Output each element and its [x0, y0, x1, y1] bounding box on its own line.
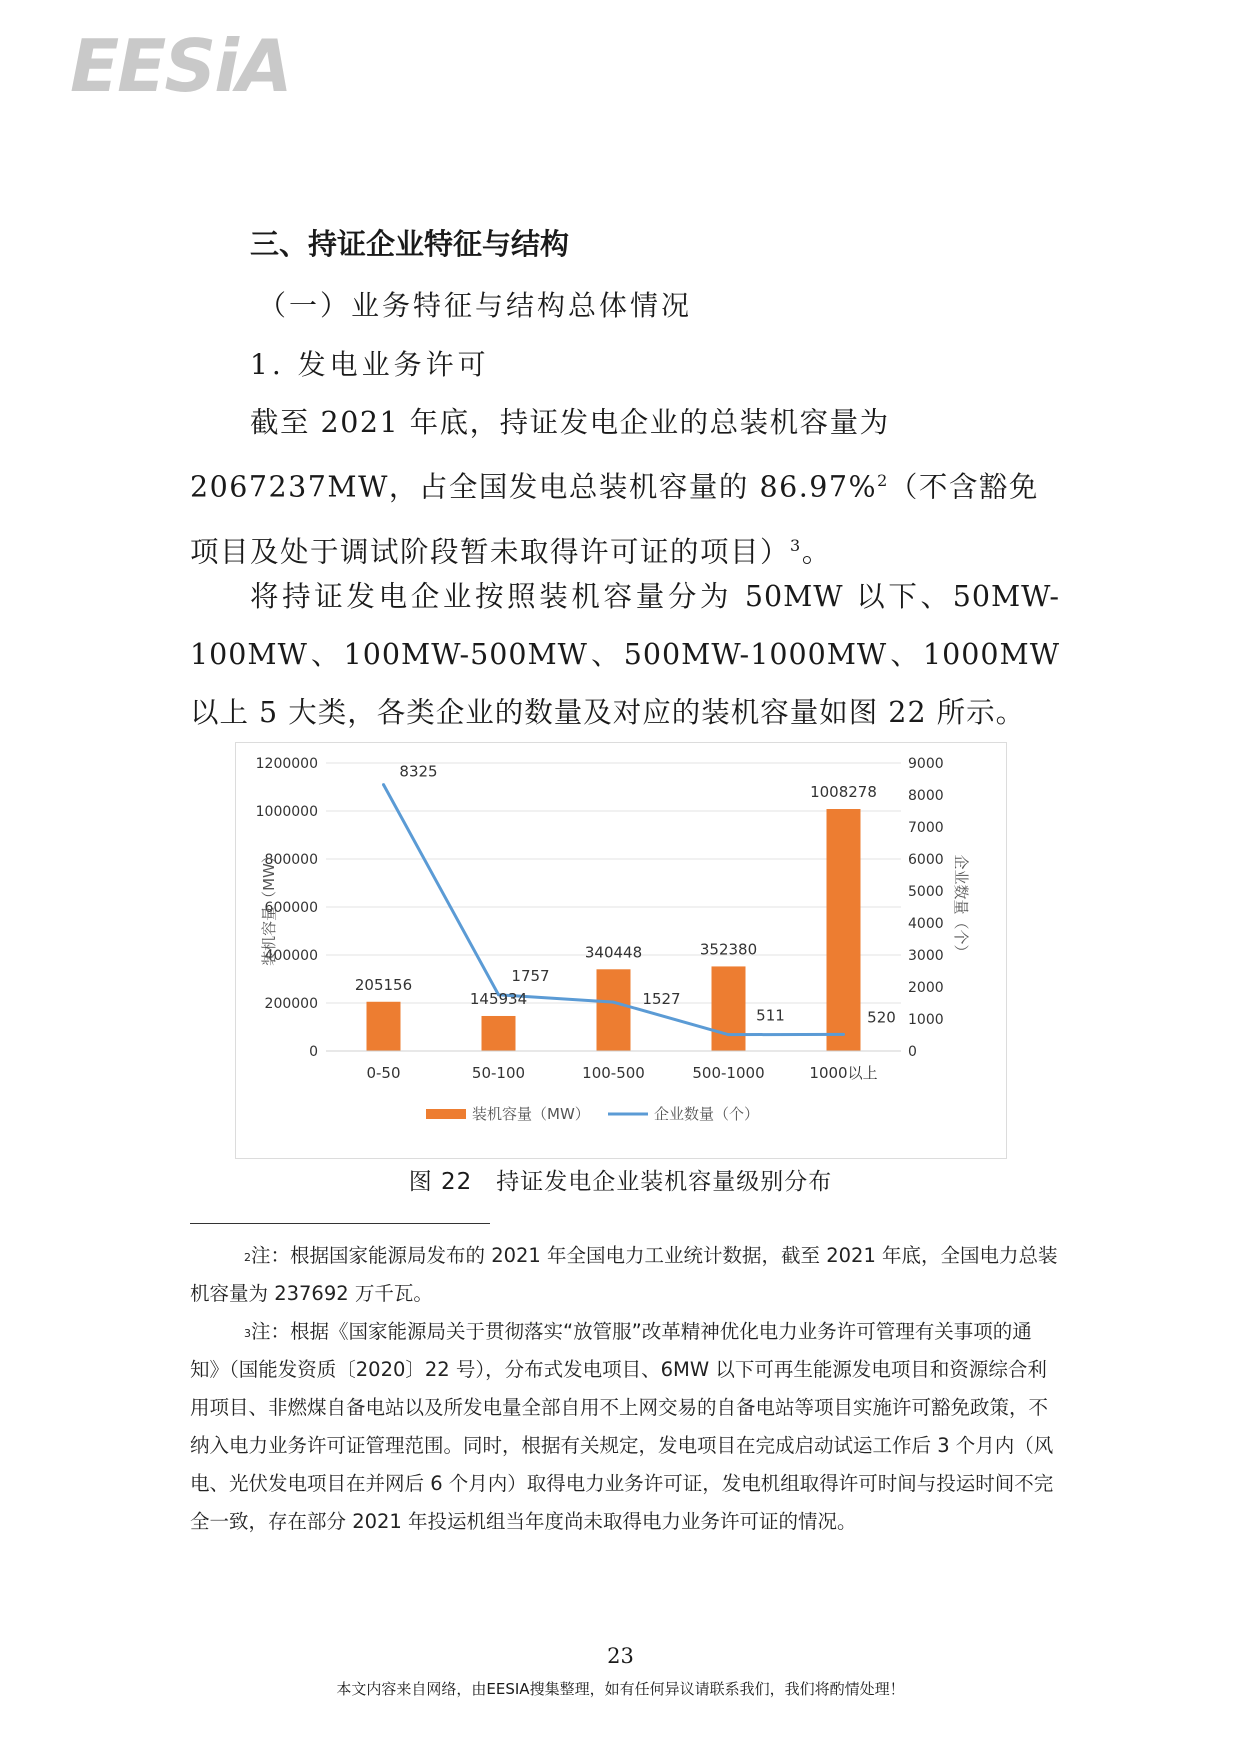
line-data-label: 520	[867, 1008, 896, 1027]
bar	[712, 966, 746, 1051]
y-right-tick-label: 8000	[908, 788, 944, 804]
page-footer: 本文内容来自网络，由EESIA搜集整理，如有任何异议请联系我们，我们将酌情处理！	[336, 1680, 905, 1698]
y-right-tick-label: 5000	[908, 884, 944, 900]
footnote-3-marker: 3	[244, 1327, 251, 1340]
section-heading: 三、持证企业特征与结构	[250, 227, 570, 261]
y-left-tick-label: 1200000	[255, 756, 318, 772]
footnote-2-marker: 2	[244, 1251, 251, 1264]
chart-legend	[426, 1105, 759, 1123]
paragraph-categories	[190, 568, 1060, 742]
x-tick-label: 0-50	[366, 1064, 401, 1082]
paragraph-capacity	[190, 394, 1060, 581]
subsection-heading: （一）业务特征与结构总体情况	[258, 289, 693, 322]
y-left-axis-title: 装机容量（MW）	[260, 848, 278, 966]
y-right-tick-label: 2000	[908, 980, 944, 996]
footnote-divider	[190, 1223, 490, 1224]
footnote-ref-2[interactable]: 2	[877, 471, 889, 490]
legend-bar-swatch	[426, 1109, 466, 1119]
x-tick-label: 50-100	[471, 1064, 526, 1082]
chart-bars	[367, 809, 861, 1051]
y-right-tick-label: 6000	[908, 852, 944, 868]
chart-frame	[235, 742, 1007, 1159]
y-right-tick-label: 4000	[908, 916, 944, 932]
y-right-tick-label: 7000	[908, 820, 944, 836]
y-right-axis-title: 企业数量（个）	[952, 854, 970, 960]
footnote-3-text: 注：根据《国家能源局关于贯彻落实“放管服”改革精神优化电力业务许可管理有关事项的通知》（国能发资质〔2020〕22 号），分布式发电项目、6MW 以下可再生能源发电项目和资源综合利用项目、非燃煤自备电站以及所发电量全部自用不上网交易的自备电站等项目实施许可豁免政策，不纳入电力业务许可证管理范围。同时，根据有关规定，发电项目在完成启动试运工作后 3 个月内（风电、光伏发电项目在并网后 6 个月内）取得电力业务许可证，发电机组取得许可时间与投运时间不完全一致，存在部分 2021 年投运机组当年度尚未取得电力业务许可证的情况。	[190, 1320, 1054, 1533]
y-right-tick-label: 1000	[908, 1012, 944, 1028]
x-tick-label: 100-500	[582, 1064, 645, 1082]
line-data-label: 1527	[642, 990, 681, 1009]
figure-caption: 图 22 持证发电企业装机容量级别分布	[408, 1169, 833, 1195]
line-point	[727, 1033, 730, 1036]
y-left-tick-label: 200000	[264, 996, 318, 1012]
line-point	[842, 1033, 845, 1036]
capacity-chart	[236, 743, 1006, 1158]
p1-text-c: 。	[801, 535, 832, 568]
footnote-3	[190, 1313, 1058, 1541]
y-right-tick-label: 9000	[908, 756, 944, 772]
footnote-2-text: 注：根据国家能源局发布的 2021 年全国电力工业统计数据，截至 2021 年底，全国电力总装机容量为 237692 万千瓦。	[190, 1244, 1058, 1305]
bar-data-label: 1008278	[810, 783, 877, 802]
y-left-tick-label: 600000	[264, 900, 318, 916]
bar	[367, 1002, 401, 1051]
line-point	[382, 783, 385, 786]
x-tick-label: 1000以上	[809, 1064, 878, 1082]
line-data-label: 511	[756, 1006, 785, 1025]
bar	[827, 809, 861, 1051]
p1-text-a: 截至 2021 年底，持证发电企业的总装机容量为 2067237MW，占全国发电总装机容量的 86.97%	[190, 406, 890, 504]
bar-data-label: 205156	[354, 975, 413, 994]
bar-data-label: 145934	[469, 989, 528, 1008]
bar	[482, 1016, 516, 1051]
x-tick-label: 500-1000	[692, 1064, 765, 1082]
subsubsection-heading: 1. 发电业务许可	[250, 348, 490, 381]
legend-line-label: 企业数量（个）	[654, 1105, 760, 1123]
line-data-label: 1757	[511, 966, 550, 985]
line-point	[612, 1001, 615, 1004]
bar	[597, 969, 631, 1051]
legend-bar-label: 装机容量（MW）	[472, 1105, 590, 1123]
y-left-tick-label: 800000	[264, 852, 318, 868]
p2-text-a: 将持证发电企业按照装机容量分为 50MW 以下、50MW-100MW、100MW-500MW、500MW-1000MW、1000MW	[190, 580, 1060, 671]
y-left-tick-label: 400000	[264, 948, 318, 964]
footnote-2	[190, 1237, 1058, 1313]
p1-text-b: （不含豁免项目及处于调试阶段暂未取得许可证的项目）	[190, 470, 1039, 568]
bar-data-label: 340448	[584, 943, 643, 962]
line-data-label: 8325	[399, 762, 438, 781]
y-right-tick-label: 3000	[908, 948, 944, 964]
bar-data-label: 352380	[699, 940, 758, 959]
eesia-logo: EESiA	[70, 24, 291, 108]
y-left-tick-label: 1000000	[255, 804, 318, 820]
page-number: 23	[607, 1644, 634, 1668]
p2-text-b: 以上 5 大类，各类企业的数量及对应的装机容量如图 22 所示。	[190, 696, 1026, 729]
y-right-tick-label: 0	[908, 1044, 917, 1060]
footnote-ref-3[interactable]: 3	[790, 535, 802, 555]
y-left-tick-label: 0	[309, 1044, 318, 1060]
